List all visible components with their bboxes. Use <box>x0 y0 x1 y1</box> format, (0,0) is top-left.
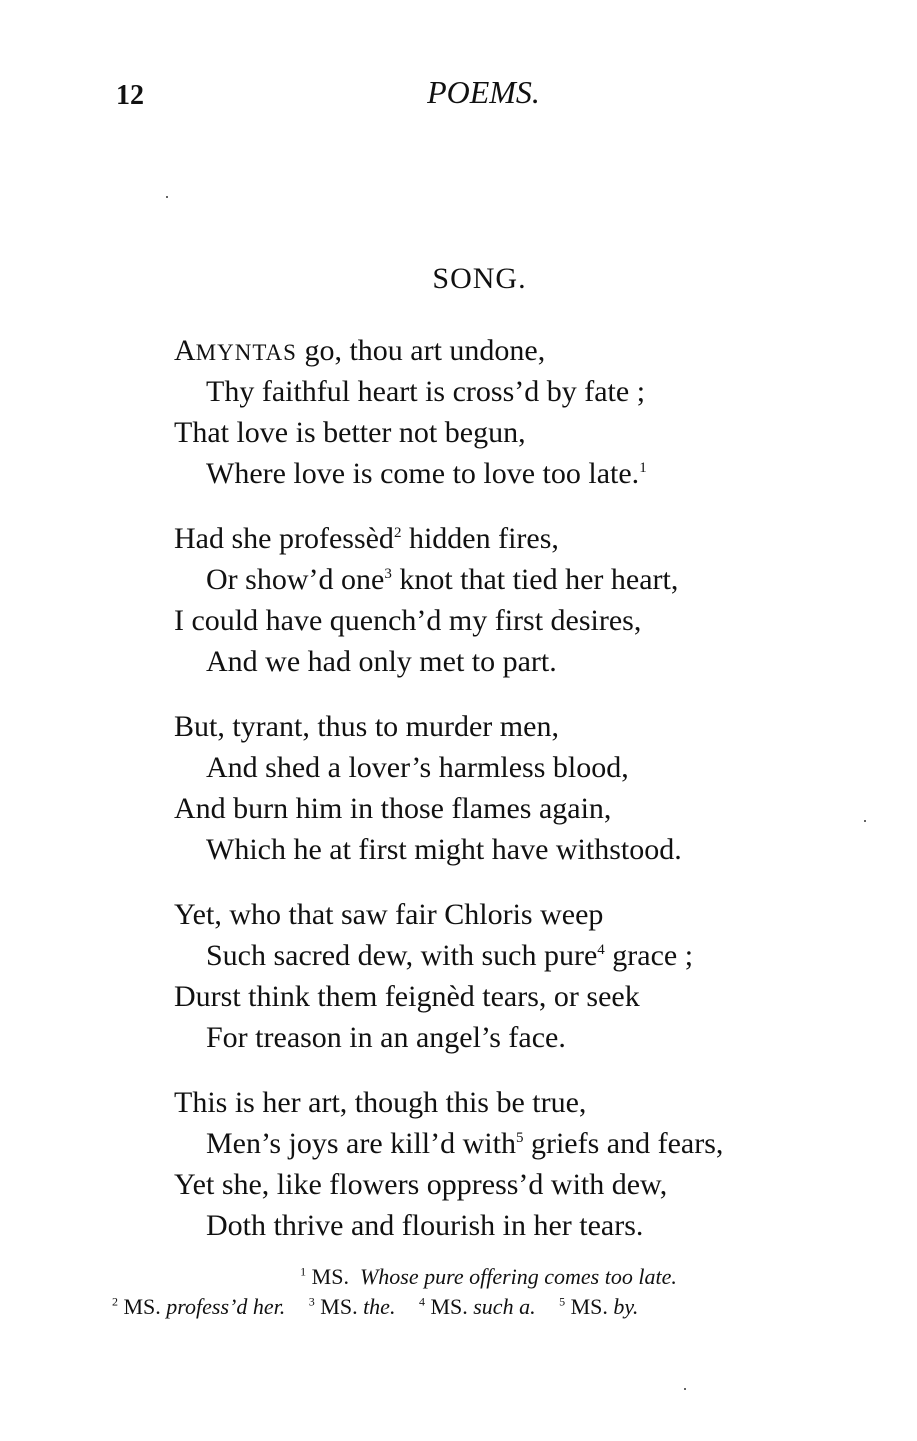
poem-line: And we had only met to part. <box>206 645 557 678</box>
poem-line: I could have quench’d my first desires, <box>174 604 642 637</box>
stanza <box>174 518 874 682</box>
poem-line: Or show’d one$^3$ knot that tied her heart, <box>206 563 679 596</box>
footnote: $^3$ MS. the. <box>308 1294 396 1319</box>
poem-line: Doth thrive and flourish in her tears. <box>206 1209 644 1242</box>
page-number: 12 <box>116 80 144 111</box>
stanza <box>174 706 874 870</box>
poem-body <box>174 330 874 1270</box>
stanza <box>174 1082 874 1246</box>
footnote: $^2$ MS. profess’d her. <box>112 1294 286 1319</box>
footnote: $^5$ MS. by. <box>559 1294 639 1319</box>
stanza <box>174 330 874 494</box>
paper-speck <box>864 820 866 822</box>
footnote-ref: 1 <box>639 460 647 476</box>
poem-line: AMYNTAS go, thou art undone, <box>174 334 546 367</box>
footnote-ref: 4 <box>597 942 605 958</box>
running-head: POEMS. <box>427 74 540 110</box>
footnote: $^4$ MS. such a. <box>418 1294 536 1319</box>
stanza <box>174 894 874 1058</box>
poem-line: Yet, who that saw fair Chloris weep <box>174 898 604 931</box>
poem-line: For treason in an angel’s face. <box>206 1021 566 1054</box>
poem-line: Had she professèd$^2$ hidden fires, <box>174 522 559 555</box>
footnote-line <box>0 1292 917 1322</box>
footnote-ref: 3 <box>384 566 392 582</box>
poem-line: Yet she, like flowers oppress’d with dew, <box>174 1168 668 1201</box>
poem-line: Which he at first might have withstood. <box>206 833 682 866</box>
footnote: $^1$ MS. Whose pure offering comes too late. <box>300 1264 677 1289</box>
poem-line: This is her art, though this be true, <box>174 1086 587 1119</box>
paper-speck <box>684 1388 686 1390</box>
poem-line: And burn him in those flames again, <box>174 792 612 825</box>
footnote-ref: 5 <box>515 1130 524 1146</box>
poem-line: Where love is come to love too late.$^1$ <box>206 457 647 490</box>
poem-line: That love is better not begun, <box>174 416 526 449</box>
poem-title: SONG. <box>432 262 527 295</box>
footnotes <box>0 1262 917 1322</box>
paper-speck <box>166 196 168 198</box>
poem-line: But, tyrant, thus to murder men, <box>174 710 559 743</box>
poem-line: Thy faithful heart is cross’d by fate ; <box>206 375 646 408</box>
poem-line: Such sacred dew, with such pure$^4$ grace ; <box>206 939 694 972</box>
poem-line: Durst think them feignèd tears, or seek <box>174 980 640 1013</box>
footnote-ref: 2 <box>393 525 402 541</box>
poem-line: And shed a lover’s harmless blood, <box>206 751 629 784</box>
poem-line: Men’s joys are kill’d with$^5$ griefs and fears, <box>206 1127 724 1160</box>
